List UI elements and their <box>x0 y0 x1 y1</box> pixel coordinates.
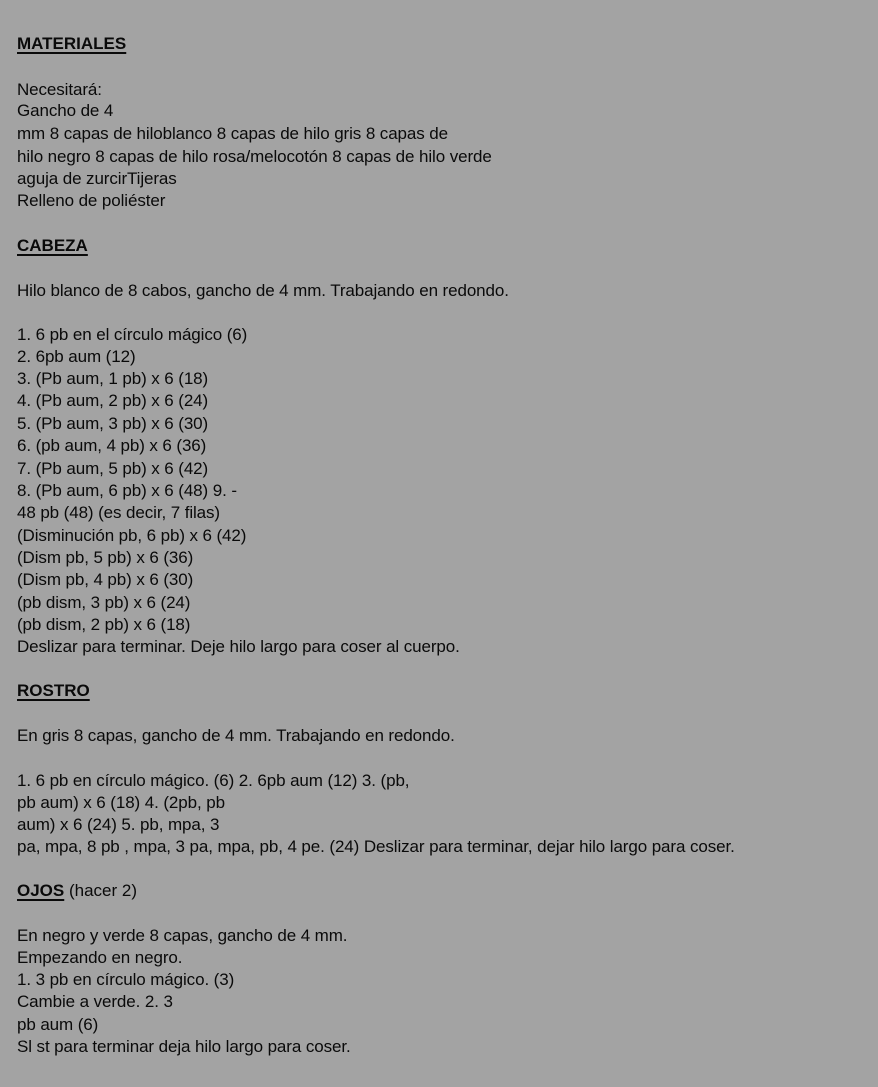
rostro-row: pb aum) x 6 (18) 4. (2pb, pb <box>17 793 225 812</box>
cabeza-row: 2. 6pb aum (12) <box>17 347 136 366</box>
materiales-line: hilo negro 8 capas de hilo rosa/melocotón 8 capas de hilo verde <box>17 147 492 166</box>
rostro-intro: En gris 8 capas, gancho de 4 mm. Trabajando en redondo. <box>17 726 455 745</box>
cabeza-row: 48 pb (48) (es decir, 7 filas) <box>17 503 220 522</box>
ojos-row: Cambie a verde. 2. 3 <box>17 992 173 1011</box>
rostro-row: aum) x 6 (24) 5. pb, mpa, 3 <box>17 815 220 834</box>
ojos-row: pb aum (6) <box>17 1015 99 1034</box>
ojos-note: (hacer 2) <box>64 881 137 900</box>
cabeza-row: 5. (Pb aum, 3 pb) x 6 (30) <box>17 414 209 433</box>
materiales-heading: MATERIALES <box>17 34 127 53</box>
rostro-row: 1. 6 pb en círculo mágico. (6) 2. 6pb aum (12) 3. (pb, <box>17 771 410 790</box>
cabeza-row: (Disminución pb, 6 pb) x 6 (42) <box>17 526 247 545</box>
rostro-row: pa, mpa, 8 pb , mpa, 3 pa, mpa, pb, 4 pe. (24) Deslizar para terminar, dejar hilo largo para coser. <box>17 837 735 856</box>
rostro-heading: ROSTRO <box>17 681 90 700</box>
cabeza-row: 1. 6 pb en el círculo mágico (6) <box>17 325 248 344</box>
cabeza-row: (pb dism, 3 pb) x 6 (24) <box>17 593 191 612</box>
cabeza-row: (Dism pb, 5 pb) x 6 (36) <box>17 548 194 567</box>
materiales-line: Gancho de 4 <box>17 101 114 120</box>
materiales-line: Relleno de poliéster <box>17 191 166 210</box>
ojos-row: Sl st para terminar deja hilo largo para coser. <box>17 1037 351 1056</box>
cabeza-row: 7. (Pb aum, 5 pb) x 6 (42) <box>17 459 209 478</box>
materiales-line: mm 8 capas de hiloblanco 8 capas de hilo gris 8 capas de <box>17 124 448 143</box>
cabeza-row: Deslizar para terminar. Deje hilo largo para coser al cuerpo. <box>17 637 460 656</box>
ojos-row: Empezando en negro. <box>17 948 183 967</box>
ojos-heading: OJOS (hacer 2) <box>17 881 137 900</box>
cabeza-intro: Hilo blanco de 8 cabos, gancho de 4 mm. Trabajando en redondo. <box>17 281 509 300</box>
cabeza-row: (pb dism, 2 pb) x 6 (18) <box>17 615 191 634</box>
cabeza-row: 8. (Pb aum, 6 pb) x 6 (48) 9. - <box>17 481 237 500</box>
cabeza-row: 6. (pb aum, 4 pb) x 6 (36) <box>17 436 207 455</box>
ojos-row: En negro y verde 8 capas, gancho de 4 mm. <box>17 926 348 945</box>
cabeza-row: 4. (Pb aum, 2 pb) x 6 (24) <box>17 391 209 410</box>
cabeza-heading: CABEZA <box>17 236 88 255</box>
materiales-line: aguja de zurcirTijeras <box>17 169 177 188</box>
materiales-line: Necesitará: <box>17 80 102 99</box>
ojos-row: 1. 3 pb en círculo mágico. (3) <box>17 970 235 989</box>
cabeza-row: (Dism pb, 4 pb) x 6 (30) <box>17 570 194 589</box>
cabeza-row: 3. (Pb aum, 1 pb) x 6 (18) <box>17 369 209 388</box>
